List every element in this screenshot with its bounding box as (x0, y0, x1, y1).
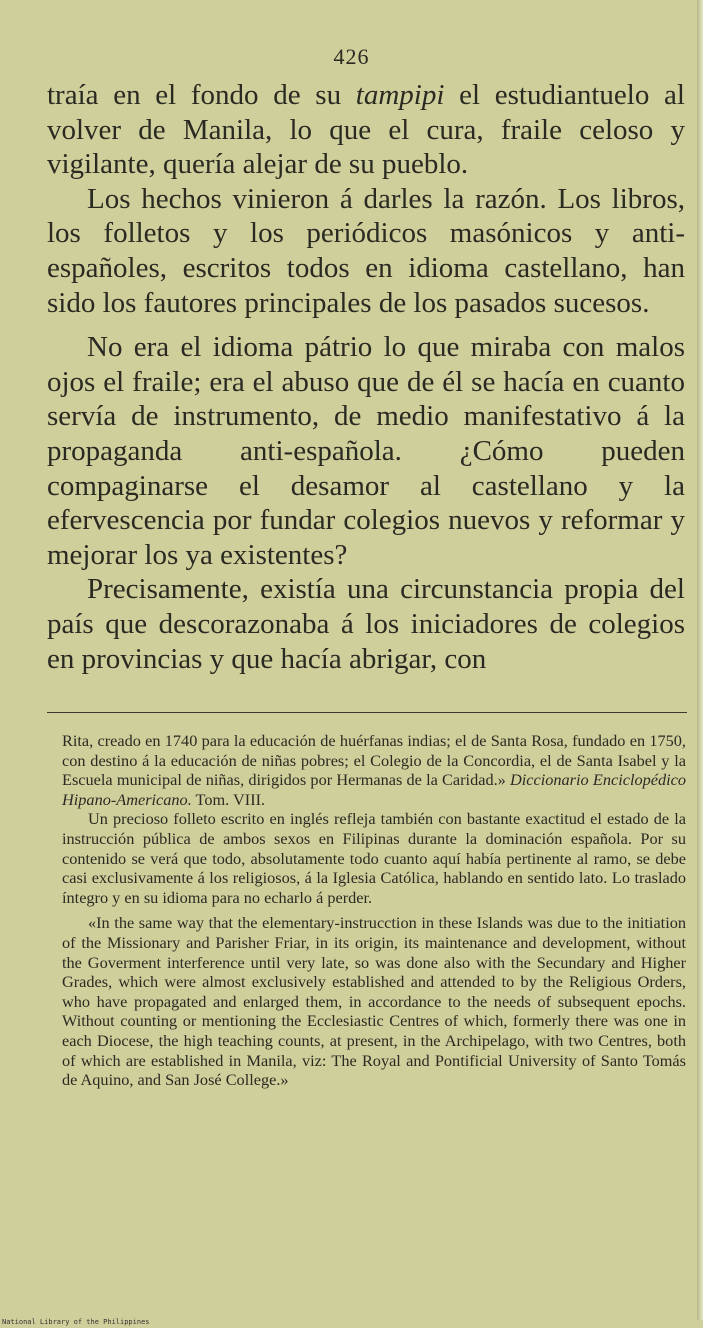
footnote-2: Un precioso folleto escrito en inglés refleja también con bastante exactitud el estado de la instrucción pública de ambos sexos en Filipinas durante la dominación española. Por su contenido se verá que todo, absolutamente todo cuanto aquí había pertinente al ramo, se debe casi exclusivamente á los religiosos, á la Iglesia Católica, hablando en sentido lato. Lo traslado íntegro y en su idioma para no echarlo á perder. (62, 809, 686, 907)
paragraph-1-end: el estudiantuelo al volver de Manila, lo que el cura, fraile celoso y vigilante, quería alejar de su pueblo. (47, 79, 685, 181)
footnote-1-text: Rita, creado en 1740 para la educación de huérfanas indias; el de Santa Rosa, fundado en 1750, con destino á la educación de niñas pobres; el Colegio de la Concordia, el de Santa Isabel y la Escuela municipal de niñas, dirigidos por Hermanas de la Caridad.» (62, 731, 686, 790)
paragraph-1-start: traía en el fondo de su (47, 79, 356, 111)
footnote-3-quote: «In the same way that the elementary-instrucction in these Islands was due to the initiation of the Missionary and Parisher Friar, in its origin, its maintenance and development, without the Goverment interference until very late, so was done also with the Secundary and Higher Grades, which were almost exclusively established and attended to by the Religious Orders, who have propagated and enlarged them, in accordance to the needs of subsequent epochs. Without counting or mentioning the Ecclesiastic Centres of which, formerly there was one in each Diocese, the high teaching counts, at present, in the Archipelago, with two Centres, both of which are established in Manila, viz: The Royal and Pontificial University of Santo Tomás de Aquino, and San José College.» (62, 913, 686, 1090)
footnote-1-source: Diccionario Enciclopédico Hipano-Americano. (62, 770, 687, 809)
library-credit: National Library of the Philippines (2, 1318, 150, 1326)
paragraph-4: Precisamente, existía una circunstancia propia del país que descorazonaba á los iniciadores de colegios en provincias y que hacía abrigar, con (47, 573, 685, 675)
footnote-1 (62, 731, 686, 809)
footnote-divider (47, 712, 687, 713)
main-text (47, 78, 685, 676)
paragraph-1 (47, 78, 685, 182)
paragraph-2: Los hechos vinieron á darles la razón. Los libros, los folletos y los periódicos masónicos y anti-españoles, escritos todos en idioma castellano, han sido los fautores principales de los pasados sucesos. (47, 182, 685, 319)
footnotes (62, 731, 686, 1090)
paragraph-3: No era el idioma pátrio lo que miraba con malos ojos el fraile; era el abuso que de él se hacía en cuanto servía de instrumento, de medio manifestativo á la propaganda anti-española. ¿Cómo pueden compaginarse el desamor al castellano y la efervescencia por fundar colegios nuevos y reformar y mejorar los ya existentes? (47, 331, 685, 571)
footnote-1-volume: Tom. VIII. (191, 789, 266, 809)
paragraph-1-italic: tampipi (355, 79, 445, 111)
page-edge (697, 0, 703, 1320)
page-number: 426 (333, 44, 370, 69)
